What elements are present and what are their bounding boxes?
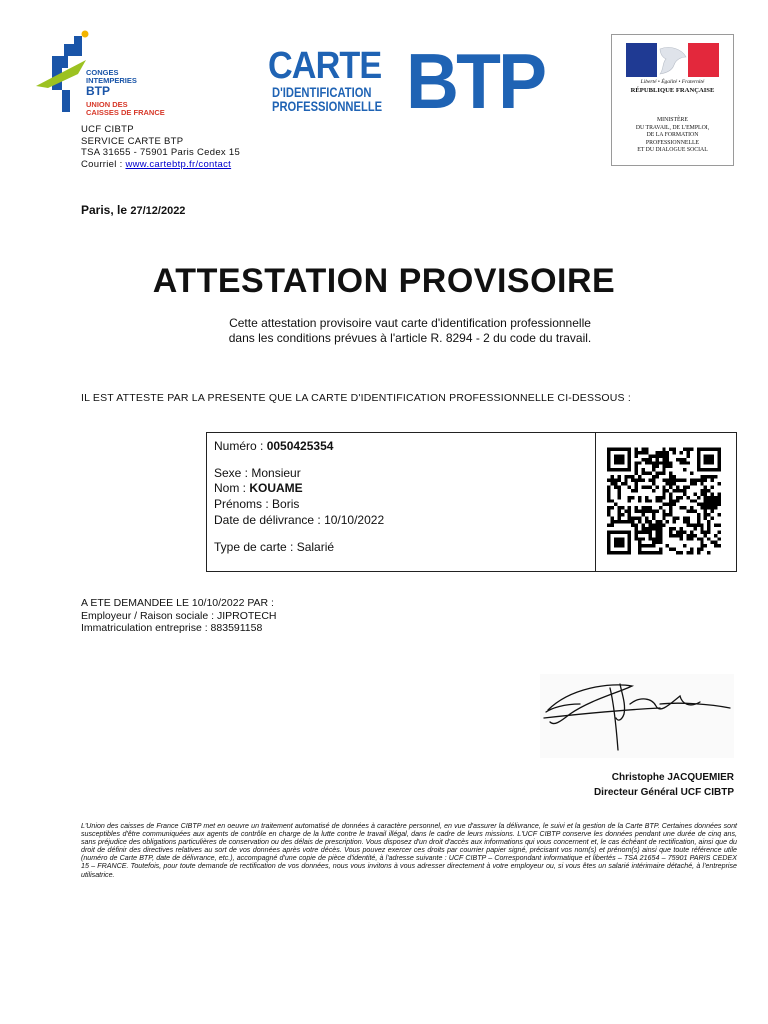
card-numero <box>214 439 333 453</box>
signatory <box>594 770 734 800</box>
page-title: ATTESTATION PROVISOIRE <box>152 262 616 300</box>
carte-line-3: PROFESSIONNELLE <box>272 98 383 114</box>
cibtp-logo-mark-icon <box>34 30 94 120</box>
qr-code-graphic <box>607 447 721 555</box>
cibtp-logo-text-1: CONGES <box>86 68 119 77</box>
sender-postal: TSA 31655 - 75901 Paris Cedex 15 <box>81 147 241 158</box>
contact-link[interactable]: www.cartebtp.fr/contact <box>125 158 232 170</box>
cibtp-logo-text-3: BTP <box>86 84 110 98</box>
attestation-statement: IL EST ATTESTE PAR LA PRESENTE QUE LA CARTE D'IDENTIFICATION PROFESSIONNELLE CI-DESSOUS : <box>81 392 631 404</box>
rf-ministry-line-2: DU TRAVAIL, DE L'EMPLOI, <box>635 124 710 131</box>
card-details-box <box>206 432 737 572</box>
nom-label: Nom : <box>214 481 250 495</box>
carte-btp-logo <box>268 37 550 125</box>
sender-address <box>81 124 240 170</box>
sender-service: SERVICE CARTE BTP <box>81 135 184 147</box>
numero-value: 0050425354 <box>266 439 334 453</box>
subtitle <box>0 316 768 346</box>
rf-name: RÉPUBLIQUE FRANÇAISE <box>630 87 715 94</box>
card-nom <box>214 481 303 495</box>
request-line-2: Employeur / Raison sociale : JIPROTECH <box>81 609 277 622</box>
numero-label: Numéro : <box>214 439 267 453</box>
cibtp-logo <box>34 30 184 122</box>
carte-word: CARTE <box>268 45 382 87</box>
legal-notice: L'Union des caisses de France CIBTP met en oeuvre un traitement automatisé de données à caractère personnel, en vue d'assurer la délivrance, le suivi et la gestion de la Carte BTP. Certaines données sont susceptibles d'être communiquées aux agents de contrôle en charge de la lutte contre le travail illégal, dans le cadre de leurs missions. L'UCF CIBTP conserve les données pendant une durée de cinq ans, sans préjudice des obligations particulières de conservation ou des délais de prescription. Vous disposez d'un droit d'accès aux informations qui vous concernent et, le cas échéant de rectification, ainsi que du droit de définir des directives relatives au sort de vos données après votre décès. Vous pouvez exercer ces droits par courrier papier signé, précisant vos nom(s) et prénom(s) ainsi que toute référence utile (numéro de Carte BTP, date de délivrance, etc.), accompagné d'une copie de pièce d'identité, à l'adresse suivante : UCF CIBTP – Correspondant informatique et libertés – TSA 21654 – 75901 PARIS CEDEX 15 – FRANCE. Toutefois, pour toute demande de rectification de vos données, nous vous invitons à vous adresser directement à votre employeur ou, si vous êtes un salarié intérimaire détaché, à l'entreprise utilisatrice. <box>81 822 737 879</box>
date-value: 27/12/2022 <box>130 205 186 217</box>
btp-word: BTP <box>406 37 545 125</box>
rf-ministry-line-3: DE LA FORMATION <box>646 132 699 138</box>
date-line <box>81 203 185 217</box>
card-date-delivrance: Date de délivrance : 10/10/2022 <box>214 513 385 527</box>
qr-code-icon <box>607 447 721 555</box>
request-line-1: A ETE DEMANDEE LE 10/10/2022 PAR : <box>81 597 274 609</box>
cibtp-logo-text-4: UNION DES <box>86 100 128 109</box>
request-info <box>81 597 276 635</box>
handwritten-signature <box>540 674 734 758</box>
rf-ministry-line-4: PROFESSIONNELLE <box>645 139 700 146</box>
cibtp-logo-text-5: CAISSES DE FRANCE <box>86 108 165 117</box>
request-line-3: Immatriculation entreprise : 883591158 <box>81 622 263 634</box>
signer-name: Christophe JACQUEMIER <box>611 772 734 783</box>
rf-ministry <box>612 117 733 155</box>
card-type: Type de carte : Salarié <box>214 540 335 554</box>
cibtp-logo-text-2: INTEMPERIES <box>86 76 137 85</box>
rf-ministry-line-5: ET DU DIALOGUE SOCIAL <box>637 147 708 153</box>
marianne-flag-icon <box>626 43 719 77</box>
signer-role: Directeur Général UCF CIBTP <box>593 787 734 798</box>
subtitle-line-1: Cette attestation provisoire vaut carte d'identification professionnelle <box>229 316 591 330</box>
sender-courriel <box>81 159 240 171</box>
card-info <box>207 433 596 571</box>
rf-ministry-line-1: MINISTÈRE <box>657 117 688 123</box>
subtitle-line-2: dans les conditions prévues à l'article R. 8294 - 2 du code du travail. <box>228 331 592 345</box>
republique-francaise-logo <box>611 34 734 166</box>
sender-org: UCF CIBTP <box>81 124 134 135</box>
card-sexe: Sexe : Monsieur <box>214 466 301 480</box>
carte-line-2: D'IDENTIFICATION <box>272 84 372 100</box>
card-prenoms: Prénoms : Boris <box>214 497 300 511</box>
nom-value: KOUAME <box>249 481 303 495</box>
rf-motto: Liberté • Égalité • Fraternité <box>640 79 705 85</box>
courriel-label: Courriel : <box>81 158 126 170</box>
date-prefix: Paris, le <box>81 203 131 217</box>
